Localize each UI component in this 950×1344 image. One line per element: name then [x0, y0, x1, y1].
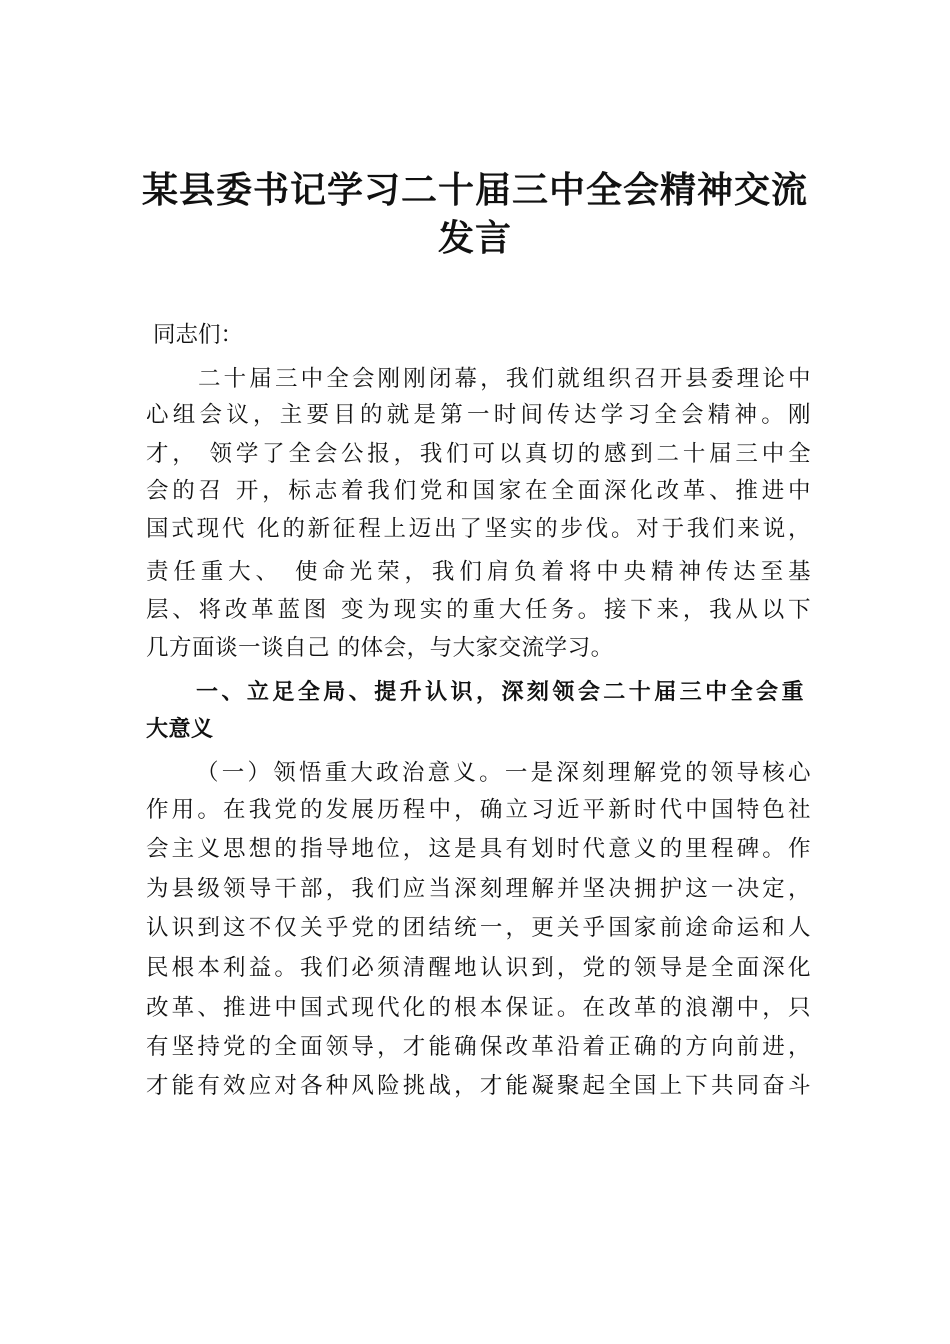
- subsection-line: 认识到这不仅关乎党的团结统一，更关乎国家前途命运和人: [146, 915, 811, 941]
- intro-line: 国式现代 化的新征程上迈出了坚实的步伐。对于我们来说，: [146, 516, 811, 542]
- subsection-line: 会主义思想的指导地位，这是具有划时代意义的里程碑。作: [146, 836, 811, 862]
- section-heading-line: 大意义: [146, 717, 214, 742]
- subsection-line: 作用。在我党的发展历程中，确立习近平新时代中国特色社: [146, 797, 811, 823]
- subsection-line: 改革、推进中国式现代化的根本保证。在改革的浪潮中，只: [146, 995, 811, 1021]
- salutation: 同志们：: [153, 322, 244, 348]
- subsection-line: 为县级领导干部，我们应当深刻理解并坚决拥护这一决定，: [146, 876, 811, 902]
- subsection-line: 民根本利益。我们必须清醒地认识到，党的领导是全面深化: [146, 955, 811, 981]
- intro-line: 心组会议，主要目的就是第一时间传达学习全会精神。刚: [146, 402, 811, 428]
- subsection-line: （一）领悟重大政治意义。一是深刻理解党的领导核心: [196, 760, 811, 786]
- document-title-line-1: 某县委书记学习二十届三中全会精神交流: [141, 170, 808, 211]
- intro-line: 几方面谈一谈自己 的体会，与大家交流学习。: [146, 635, 614, 661]
- intro-line: 层、将改革蓝图 变为现实的重大任务。接下来，我从以下: [146, 597, 811, 623]
- intro-line: 会的召 开，标志着我们党和国家在全面深化改革、推进中: [146, 478, 811, 504]
- intro-line: 责任重大、 使命光荣，我们肩负着将中央精神传达至基: [146, 559, 811, 585]
- intro-line: 二十届三中全会刚刚闭幕，我们就组织召开县委理论中: [198, 366, 811, 392]
- subsection-line: 才能有效应对各种风险挑战，才能凝聚起全国上下共同奋斗: [146, 1073, 811, 1099]
- intro-line: 才， 领学了全会公报，我们可以真切的感到二十届三中全: [146, 441, 811, 467]
- subsection-line: 有坚持党的全面领导，才能确保改革沿着正确的方向前进，: [146, 1034, 811, 1060]
- section-heading-line: 一、立足全局、提升认识，深刻领会二十届三中全会重: [196, 680, 804, 705]
- document-title-line-2: 发言: [437, 218, 512, 259]
